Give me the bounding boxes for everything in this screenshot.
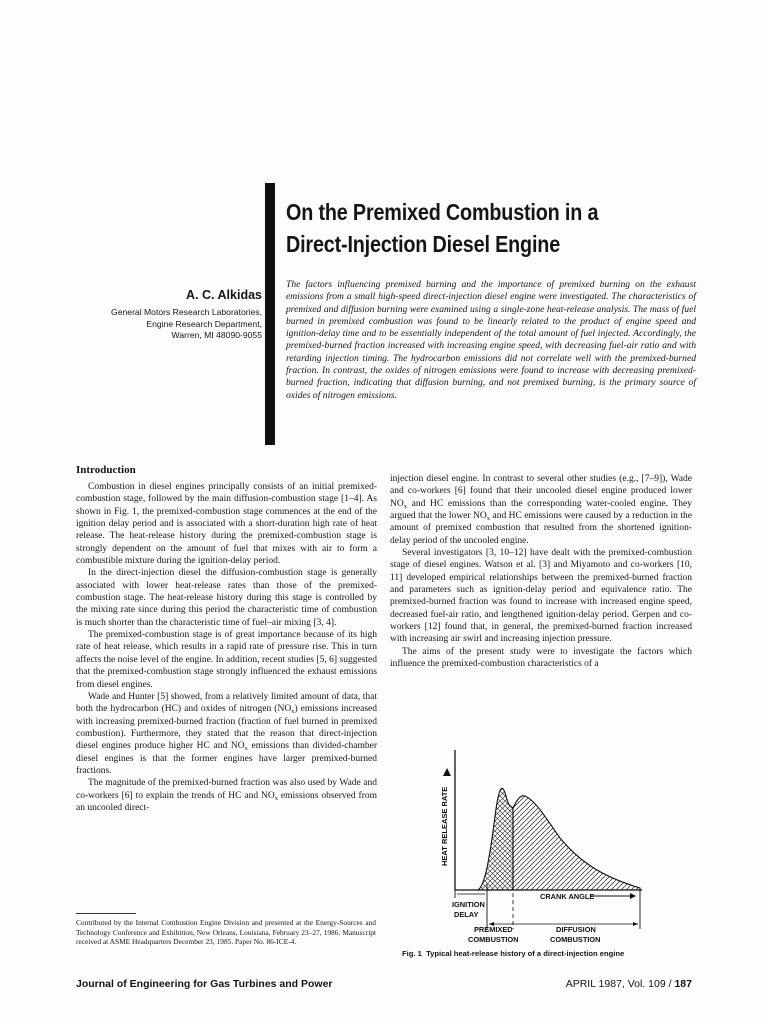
paragraph: The premixed-combustion stage is of great importance because of its high rate of heat release, which results in a rapid rate of pressure rise. This in turn affects the noise level of the engine. In addition, recent studies [5, 6] suggested that the premixed-combustion stage strongly influenced the exhaust emissions from diesel engines. (76, 630, 377, 690)
author-affiliation (80, 307, 262, 342)
arrowhead-icon (633, 922, 638, 926)
page-number: 187 (674, 978, 692, 990)
diffusion-label: DIFFUSION (556, 925, 596, 934)
figure-caption (402, 949, 624, 958)
subscript: x (291, 708, 295, 716)
paragraph: Several investigators [3, 10–12] have dealt with the premixed-combustion stage of diesel engines. Watson et al. [3] and Miyamoto and co-workers [10, 11] developed empirical relationships between the premixed-burned fraction and parameters such as ignition-delay period and equivalence ratio. The premixed-burned fraction was found to increase with increased engine speed, decreased fuel-air ratio, and lengthened ignition-delay period. Gerpen and co-workers [12] found that, in general, the premixed-burned fraction increased with increasing air swirl and increasing injection pressure. (390, 548, 692, 645)
text-run: ) emissions increased with increasing premixed-burned fraction (fraction of fuel burned in premixed combustion). Furthermore, they stated that the reason that direct-injection diesel engines produce higher HC and NO (76, 704, 377, 752)
subscript: x (274, 794, 279, 802)
affiliation-line: Warren, MI 48090-9055 (171, 330, 262, 340)
journal-name: Journal of Engineering for Gas Turbines and Power (76, 978, 333, 990)
subscript: x (244, 745, 248, 753)
text-run: Wade and Hunter [5] showed, from a relatively limited amount of data, that both the hydrocarbon (HC) and oxides of nitrogen (NO (76, 691, 377, 715)
premixed-label: PREMIXED (474, 925, 513, 934)
subscript: x (403, 502, 407, 510)
title-line-1: On the Premixed Combustion in a (286, 199, 599, 225)
abstract: The factors influencing premixed burning and the importance of premixed burning on the exhaust emissions from a small high-speed direct-injection diesel engine were investigated. The characteristics of premixed and diffusion burning were examined using a single-zone heat-release analysis. The mass of fuel burned in premixed combustion was found to be linearly related to the product of engine speed and ignition-delay time and to be essentially independent of the total amount of fuel injected. Accordingly, the premixed-burned fraction increased with increasing engine speed, with decreasing fuel-air ratio and with retarding injection timing. The hydrocarbon emissions did not correlate well with the premixed-burned fraction. In contrast, the oxides of nitrogen emissions were found to increase with decreasing premixed-burned fraction, indicating that diffusion burning, and not premixed burning, is the primary source of oxides of nitrogen emissions. (286, 279, 696, 401)
x-axis-label: CRANK ANGLE (540, 892, 595, 901)
footnote-rule (76, 913, 136, 914)
caption-label: Fig. 1 (402, 949, 422, 958)
body-column-left (76, 481, 377, 814)
paragraph (76, 777, 377, 814)
paragraph: The aims of the present study were to investigate the factors which influence the premixed-combustion characteristics of a (390, 646, 692, 670)
affiliation-line: General Motors Research Laboratories, (111, 307, 262, 317)
footnote: Contributed by the Internal Combustion Engine Division and presented at the Energy-Sources and Technology Conference and Exhibition, New Orleans, Louisiana, February 23–27, 1986. Manuscript received at ASME Headquarters December 23, 1985. Paper No. 86-ICE-4. (76, 918, 376, 947)
delay-label: DELAY (454, 910, 479, 919)
figure-heat-release (440, 746, 704, 956)
arrowhead-icon (443, 768, 451, 776)
section-heading: Introduction (76, 464, 136, 476)
text-run: injection diesel engine. In contrast to several other studies (e.g., [7–9]), Wade and co-workers [6] found that their uncooled diesel engine produced lower NO (390, 474, 692, 509)
title-line-2: Direct-Injection Diesel Engine (286, 231, 561, 257)
ignition-label: IGNITION (452, 900, 485, 909)
issue-info (566, 978, 692, 990)
paper-title (286, 196, 664, 260)
premixed-combustion-label: COMBUSTION (468, 935, 519, 944)
text-run: emissions observed from an uncooled direct- (76, 790, 377, 813)
paragraph (390, 473, 692, 547)
text-run: The magnitude of the premixed-burned fraction was also used by Wade and co-workers [6] to explain the trends of HC and NO (76, 778, 377, 801)
paragraph: In the direct-injection diesel the diffusion-combustion stage is generally associated with lower heat-release rates than those of the premixed-combustion stage. The heat-release history during this stage is controlled by the mixing rate since during this period the characteristic time of combustion is much shorter than the characteristic time of fuel–air mixing [3, 4]. (76, 568, 377, 628)
affiliation-line: Engine Research Department, (146, 318, 262, 329)
text-run: emissions than divided-chamber diesel engines is that the former engines have larger premixed-burned fractions. (76, 741, 377, 776)
diffusion-region (513, 796, 640, 890)
body-column-right (390, 473, 692, 671)
title-rule (265, 183, 275, 445)
paragraph: Combustion in diesel engines principally consists of an initial premixed-combustion stage, followed by the main diffusion-combustion stage [1–4]. As shown in Fig. 1, the premixed-combustion stage commences at the end of the ignition delay period and is associated with a short-duration high rate of heat release. The heat-release history during the premixed-combustion stage is strongly dependent on the amount of fuel that mixes with air to form a combustible mixture during the ignition-delay period. (76, 482, 377, 567)
text-run: and HC emissions were caused by a reduction in the amount of premixed combustion that resulted from the shortened ignition-delay period of the uncooled engine. (390, 511, 692, 546)
date-volume: APRIL 1987, Vol. 109 / (565, 978, 675, 990)
caption-text: Typical heat-release history of a direct-injection engine (426, 949, 625, 958)
premixed-region (478, 788, 513, 890)
y-axis-label: HEAT RELEASE RATE (440, 786, 449, 866)
paragraph (76, 691, 377, 777)
author-name: A. C. Alkidas (186, 288, 262, 302)
arrowhead-icon (630, 893, 636, 899)
diffusion-combustion-label: COMBUSTION (550, 935, 601, 944)
subscript: x (486, 515, 491, 523)
text-run: and HC emissions than the corresponding water-cooled engine. They argued that the lower NO (390, 498, 692, 522)
